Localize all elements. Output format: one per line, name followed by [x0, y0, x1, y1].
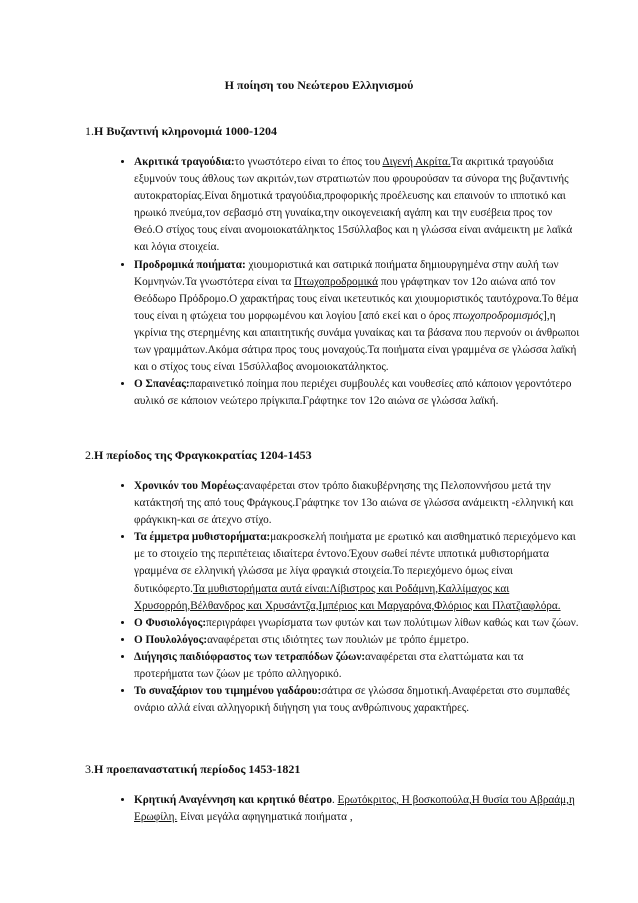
item-text: παραινετικό ποίημα που περιέχει συμβουλές και νουθεσίες από κάποιον γεροντότερο αυλικό σε κάποιον νεώτερο πρίγκιπα.Γράφτηκε τον 12ο αιώνα σε γλώσσα λαϊκή. — [134, 378, 572, 408]
item-text: σάτιρα σε γλώσσα δημοτική.Αναφέρεται στο συμπαθές ονάριο αλλά είναι αλληγορική διήγηση για τους ανθρώπινους χαρακτήρες. — [134, 685, 570, 715]
list-item — [134, 792, 582, 826]
item-term: Ο Φυσιολόγος: — [134, 616, 207, 629]
item-term: Τα έμμετρα μυθιστορήματα: — [134, 531, 271, 544]
list-item — [134, 529, 582, 614]
section-number: 3. — [85, 762, 94, 776]
item-text: περιγράφει γνωρίσματα των φυτών και των πολύτιμων λίθων καθώς και των ζώων. — [206, 616, 579, 629]
item-text: το γνωστότερο είναι το έπος του — [234, 156, 383, 168]
list-item — [134, 376, 582, 410]
item-text: αναφέρεται στα ελαττώματα και τα προτερήματα των ζώων με τρόπο αλληγορικό. — [134, 650, 524, 681]
section-2-list — [103, 478, 582, 717]
item-text: Είναι μεγάλα αφηγηματικά ποιήματα , — [177, 811, 353, 824]
section-3-list — [103, 792, 582, 826]
document-title: Η ποίηση του Νεώτερου Ελληνισμού — [224, 78, 414, 92]
item-text: αναφέρεται στις ιδιότητες των πουλιών με τρόπο έμμετρο. — [207, 633, 469, 646]
section-heading-2 — [85, 448, 312, 463]
item-italic: πτωχοπροδρομισμός — [452, 309, 544, 322]
item-link-text: Διγενή Ακρίτα. — [382, 156, 451, 168]
item-term: Ο Πουλολόγος: — [134, 633, 208, 646]
list-item — [134, 649, 582, 683]
item-text: χιουμοριστικά και σατιρικά ποιήματα δημιουργημένα στην αυλή των Κομνηνών.Τα γνωστότερα είναι τα — [134, 258, 559, 288]
list-item — [134, 615, 582, 632]
item-term: Χρονικόν του Μορέως — [134, 480, 241, 492]
list-item — [134, 478, 582, 529]
list-item — [134, 154, 582, 257]
list-item — [134, 683, 582, 717]
item-term: Ακριτικά τραγούδια: — [134, 156, 235, 168]
section-heading-3 — [85, 762, 300, 777]
list-item — [134, 257, 582, 377]
item-text: . — [331, 794, 338, 806]
item-term: Προδρομικά ποιήματα: — [134, 258, 246, 271]
item-link-text: Τα μυθιστορήματα αυτά είναι:Λίβιστρος και Ροδάμνη,Καλλίμαχος και Χρυσορρόη,Βέλθανδρος και Χρυσάντζα,Ιμπέριος και Μαργαρόνα,Φλόριος και Πλατζιαφλόρα. — [134, 582, 561, 612]
section-title: Η προεπαναστατική περίοδος 1453-1821 — [94, 762, 301, 776]
item-text: Τα ακριτικά τραγούδια εξυμνούν τους άθλους των ακριτών,των στρατιωτών που φρουρούσαν τα σύνορα της βυζαντινής αυτοκρατορίας.Είναι δημοτικά τραγούδια,προφορικής προέλευσης και επαινούν το ιπποτικό και ηρωικό πνεύμα,τον σεβασμό στη γυναίκα,την οικογενειακή αγάπη και την ευσέβεια προς τον Θεό.Ο στίχος τους είναι ανομοιοκατάληκτος 15σύλλαβος και η γλώσσα είναι ανάμεικτη με λαϊκά και λόγια στοιχεία. — [134, 156, 573, 254]
section-heading-1 — [85, 124, 277, 139]
section-1-list — [103, 154, 582, 410]
item-text: μακροσκελή ποιήματα με ερωτικό και αισθηματικό περιεχόμενο και με το στοιχείο της περιπέτειας ιδιαίτερα έντονο.Έχουν σωθεί πέντε ιπποτικά μυθιστορήματα γραμμένα σε ελληνική γλώσσα με λίγα φραγκιά στοιχεία.Το περιεχόμενο όμως είναι δυτικόφερτο. — [134, 531, 576, 595]
item-text: που γράφτηκαν τον 12ο αιώνα από τον Θεόδωρο Πρόδρομο.Ο χαρακτήρας τους είναι ικετευτικός και χιουμοριστικός ταυτόχρονα.Το θέμα τους είναι η φτώχεια του μορφωμένου και λογίου [από εκεί και ο όρος — [134, 275, 579, 322]
item-term: Κρητική Αναγέννηση και κρητικό θέατρο — [134, 794, 332, 806]
section-title: Η περίοδος της Φραγκοκρατίας 1204-1453 — [94, 448, 312, 462]
item-term: Ο Σπανέας: — [134, 378, 190, 391]
item-text: :αναφέρεται στον τρόπο διακυβέρνησης της Πελοποννήσου μετά την κατάκτησή της από τους Φράγκους.Γράφτηκε τον 13ο αιώνα σε γλώσσα ανάμεικτη -ελληνική και φράγκικη-και σε άτεχνο στίχο. — [134, 480, 574, 527]
section-number: 2. — [85, 448, 94, 462]
item-link-text: Πτωχοπροδρομικά — [294, 275, 379, 288]
item-link-text: Ερωτόκριτος, Η βοσκοπούλα,Η θυσία του Αβραάμ,η Ερωφίλη. — [134, 794, 575, 824]
list-item — [134, 632, 582, 649]
item-term: Διήγησις παιδιόφραστος των τετραπόδων ζώων: — [134, 650, 366, 663]
section-title: Η Βυζαντινή κληρονομιά 1000-1204 — [94, 124, 277, 138]
item-text: ],η γκρίνια της στερημένης και απαιτητικής συνάμα γυναίκας και τα βάσανα που περνούν οι άνθρωποι των γραμμάτων.Ακόμα σάτιρα προς τους μοναχούς.Τα ποιήματα είναι γραμμένα σε γλώσσα λαϊκή και ο στίχος τους είναι 15σύλλαβος ανομοιοκατάληκτος. — [134, 309, 580, 374]
section-number: 1. — [85, 124, 94, 138]
item-term: Το συναξάριον του τιμημένου γαδάρου: — [134, 685, 322, 698]
